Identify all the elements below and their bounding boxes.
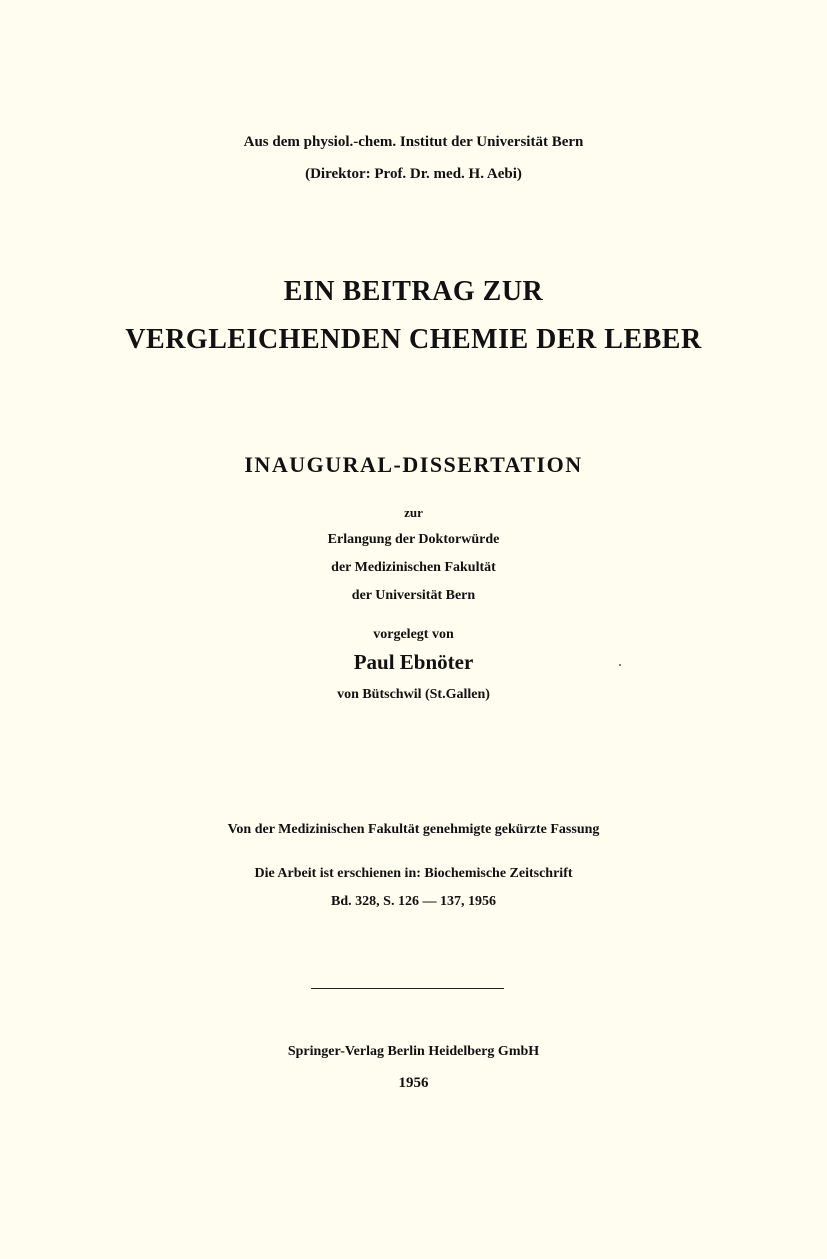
dissertation-heading: INAUGURAL-DISSERTATION xyxy=(244,452,583,477)
horizontal-rule xyxy=(311,988,504,989)
zur-line: zur xyxy=(404,505,423,520)
journal-reference: Bd. 328, S. 126 — 137, 1956 xyxy=(331,894,496,909)
author-name: Paul Ebnöter xyxy=(353,650,474,674)
university-line: der Universität Bern xyxy=(351,588,476,603)
author-origin: von Bütschwil (St.Gallen) xyxy=(337,687,490,702)
erlangung-line: Erlangung der Doktorwürde xyxy=(327,532,500,547)
faculty-line: der Medizinischen Fakultät xyxy=(331,560,496,575)
title-line-2: VERGLEICHENDEN CHEMIE DER LEBER xyxy=(125,324,702,355)
publisher-line: Springer-Verlag Berlin Heidelberg GmbH xyxy=(287,1044,540,1059)
institute-line: Aus dem physiol.-chem. Institut der Universität Bern xyxy=(243,134,584,150)
print-speck xyxy=(619,664,621,666)
approved-version-note: Von der Medizinischen Fakultät genehmigte gekürzte Fassung xyxy=(227,822,600,837)
director-line: (Direktor: Prof. Dr. med. H. Aebi) xyxy=(305,166,522,182)
publication-year: 1956 xyxy=(398,1075,429,1091)
submitted-by-line: vorgelegt von xyxy=(373,627,454,642)
title-line-1: EIN BEITRAG ZUR xyxy=(283,276,544,307)
published-in-line: Die Arbeit ist erschienen in: Biochemische Zeitschrift xyxy=(254,866,573,881)
